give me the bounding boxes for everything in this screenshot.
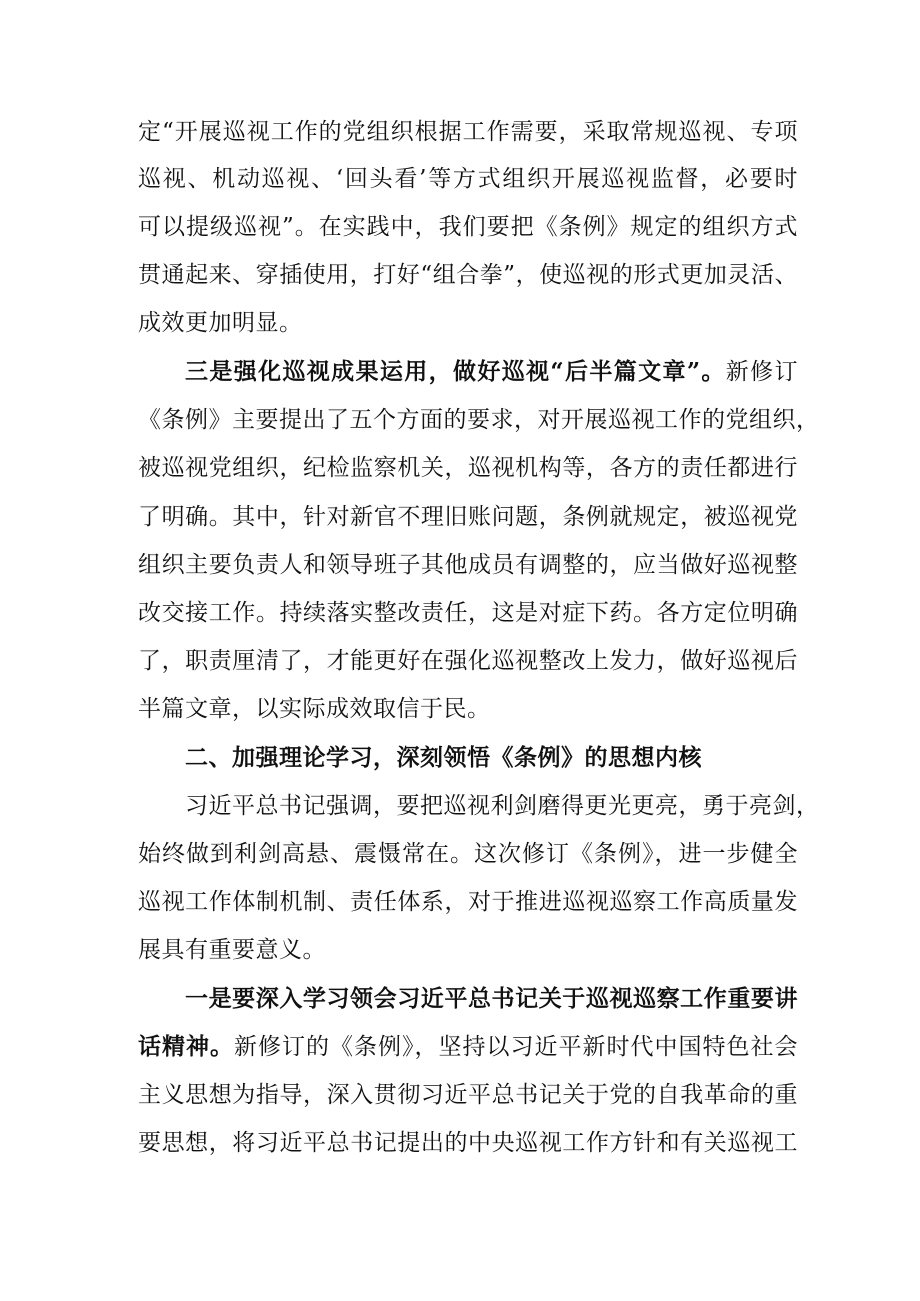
body-line [138,935,798,965]
body-line [138,646,798,676]
line-text: 定“开展巡视工作的党组织根据工作需要，采取常规巡视、专项 [138,119,798,145]
body-line [138,502,798,532]
body-line [138,453,798,483]
line-text: 要思想，将习近平总书记提出的中央巡视工作方针和有关巡视工 [138,1130,798,1156]
paragraph-heading-line [138,1032,798,1062]
line-text: 可以提级巡视”。在实践中，我们要把《条例》规定的组织方式 [138,214,798,240]
body-line [138,308,798,338]
bold-heading-text: 一是要深入学习领会习近平总书记关于巡视巡察工作重要讲 [185,985,798,1012]
body-line [138,212,798,242]
line-text: 《条例》主要提出了五个方面的要求，对开展巡视工作的党组织， [138,407,820,433]
line-text: 主义思想为指导，深入贯彻习近平总书记关于党的自我革命的重 [138,1082,798,1108]
body-line [138,598,798,628]
line-text: 了明确。其中，针对新官不理旧账问题，条例就规定，被巡视党 [138,504,798,530]
line-text: 了，职责厘清了，才能更好在强化巡视整改上发力，做好巡视后 [138,648,798,674]
line-text: 新修订的《条例》，坚持以习近平新时代中国特色社会 [234,1034,798,1060]
bold-heading-text: 话精神。 [138,1033,234,1060]
bold-heading-text: 三是强化巡视成果运用，做好巡视“后半篇文章”。 [185,358,726,385]
body-line [138,164,798,194]
body-line [138,1080,798,1110]
line-text: 贯通起来、穿插使用，打好“组合拳”，使巡视的形式更加灵活、 [138,262,798,288]
line-text: 巡视工作体制机制、责任体系，对于推进巡视巡察工作高质量发 [138,889,798,915]
line-text: 巡视、机动巡视、‘回头看’等方式组织开展巡视监督，必要时 [138,166,798,192]
section-heading [185,743,798,773]
body-line [138,405,820,435]
line-text: 组织主要负责人和领导班子其他成员有调整的，应当做好巡视整 [138,552,798,578]
body-line [138,887,798,917]
line-text: 习近平总书记强调，要把巡视利剑磨得更光更亮，勇于亮剑， [185,793,820,819]
line-text: 新修订 [725,359,799,385]
line-text: 改交接工作。持续落实整改责任，这是对症下药。各方定位明确 [138,600,798,626]
line-text: 始终做到利剑高悬、震慑常在。这次修订《条例》，进一步健全 [138,841,798,867]
body-line [138,550,798,580]
body-line [138,117,798,147]
section-heading-text: 二、加强理论学习，深刻领悟《条例》的思想内核 [185,744,702,771]
paragraph-heading-line [185,984,798,1014]
line-text: 展具有重要意义。 [138,937,326,963]
body-line [138,839,798,869]
body-line [138,260,798,290]
line-text: 被巡视党组织，纪检监察机关，巡视机构等，各方的责任都进行 [138,455,798,481]
body-line [138,694,798,724]
body-line [185,791,820,821]
line-text: 半篇文章，以实际成效取信于民。 [138,696,491,722]
body-line [138,1128,798,1158]
line-text: 成效更加明显。 [138,310,303,336]
paragraph-heading-line [185,357,798,387]
